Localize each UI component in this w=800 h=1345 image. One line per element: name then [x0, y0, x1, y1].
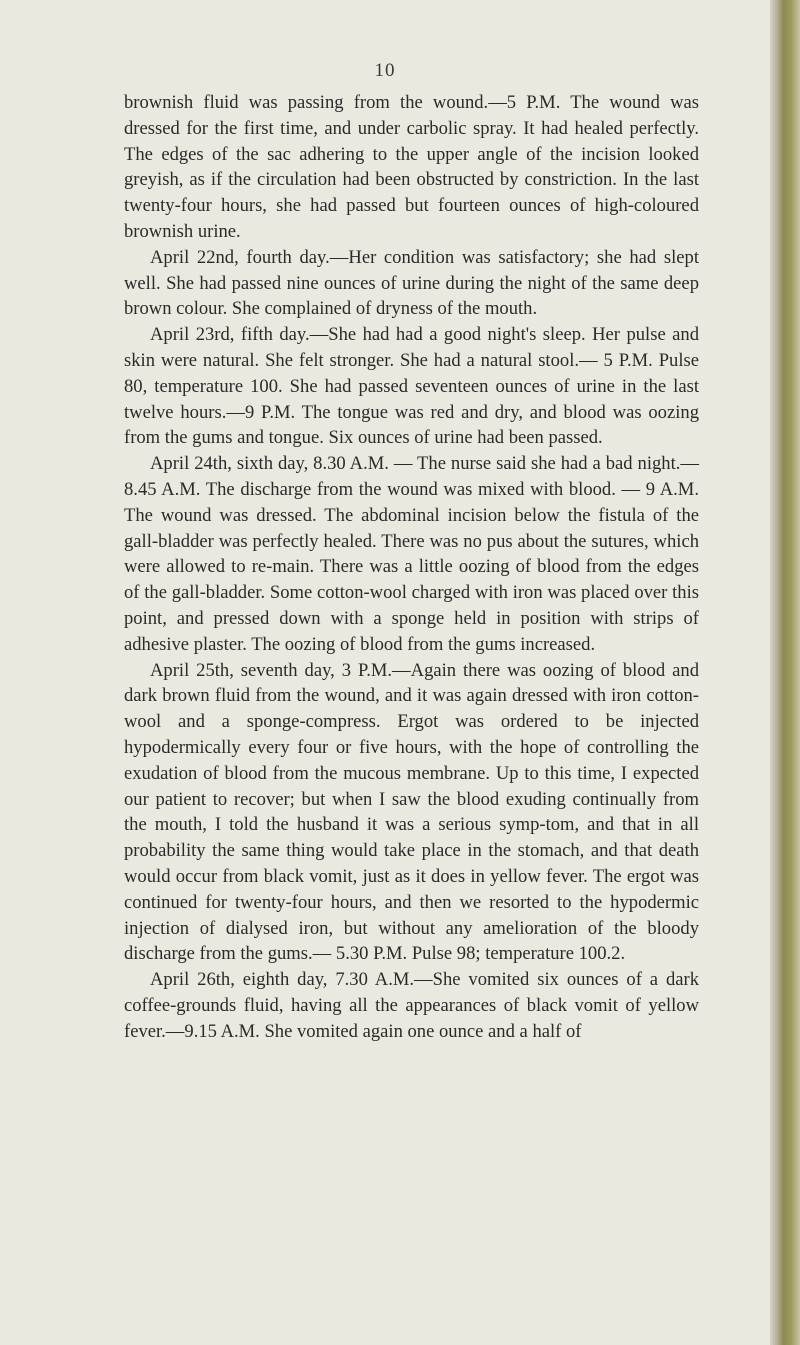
paragraph-april-25: April 25th, seventh day, 3 P.M.—Again there was oozing of blood and dark brown fluid from the wound, and it was again dressed with iron cotton-wool and a sponge-compress. Ergot was ordered to be injected hypodermically every four or five hours, with the hope of controlling the exudation of blood from the mucous membrane. Up to this time, I expected our patient to recover; but when I saw the blood exuding continually from the mouth, I told the husband it was a serious symp-tom, and that in all probability the same thing would take place in the stomach, and that death would occur from black vomit, just as it does in yellow fever. The ergot was continued for twenty-four hours, and then we resorted to the hypodermic injection of dialysed iron, but without any amelioration of the bloody discharge from the gums.— 5.30 P.M. Pulse 98; temperature 100.2. [124, 659, 699, 965]
page-edge-binding [770, 0, 800, 1345]
paragraph-april-22: April 22nd, fourth day.—Her condition was satisfactory; she had slept well. She had passed nine ounces of urine during the night of the same deep brown colour. She complained of dryness of the mouth. [124, 246, 699, 320]
body-text [124, 90, 699, 1044]
paragraph-continuation: brownish fluid was passing from the wound.—5 P.M. The wound was dressed for the first time, and under carbolic spray. It had healed perfectly. The edges of the sac adhering to the upper angle of the incision looked greyish, as if the circulation had been obstructed by constriction. In the last twenty-four hours, she had passed but fourteen ounces of high-coloured brownish urine. [124, 92, 699, 242]
page-number: 10 [374, 60, 396, 81]
paragraph-april-23: April 23rd, fifth day.—She had had a good night's sleep. Her pulse and skin were natural. She felt stronger. She had a natural stool.— 5 P.M. Pulse 80, temperature 100. She had passed seventeen ounces of urine in the last twelve hours.—9 P.M. The tongue was red and dry, and blood was oozing from the gums and tongue. Six ounces of urine had been passed. [124, 324, 699, 449]
paragraph-april-24: April 24th, sixth day, 8.30 A.M. — The nurse said she had a bad night.—8.45 A.M. The discharge from the wound was mixed with blood. — 9 A.M. The wound was dressed. The abdominal incision below the fistula of the gall-bladder was perfectly healed. There was no pus about the sutures, which were allowed to re-main. There was a little oozing of blood from the edges of the gall-bladder. Some cotton-wool charged with iron was placed over this point, and pressed down with a sponge held in position with strips of adhesive plaster. The oozing of blood from the gums increased. [124, 453, 699, 655]
paragraph-april-26: April 26th, eighth day, 7.30 A.M.—She vomited six ounces of a dark coffee-grounds fluid, having all the appearances of black vomit of yellow fever.—9.15 A.M. She vomited again one ounce and a half of [124, 969, 699, 1042]
